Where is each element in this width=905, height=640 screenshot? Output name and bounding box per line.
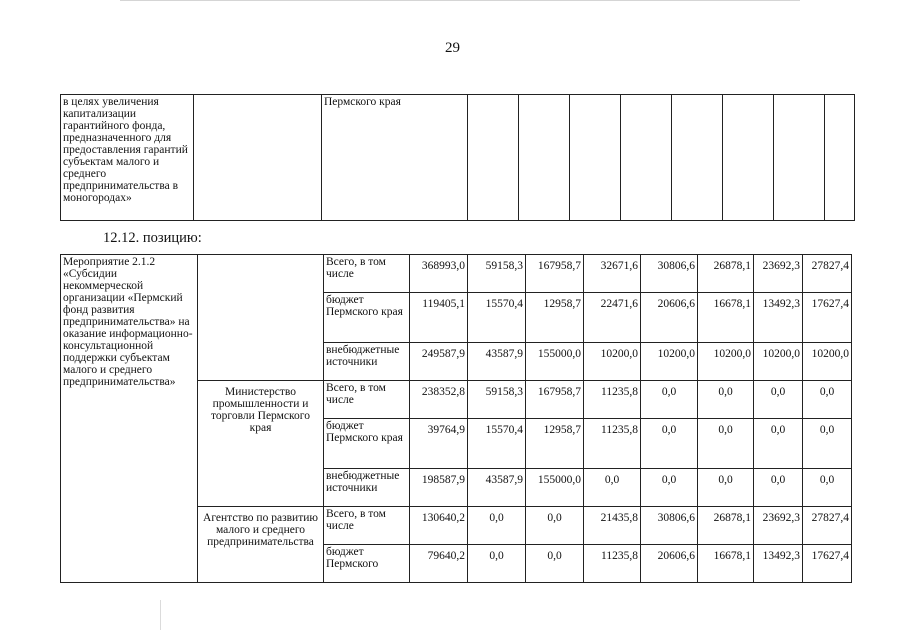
value-cell: 13492,3 bbox=[754, 293, 803, 343]
value-cell: 10200,0 bbox=[803, 343, 852, 381]
previous-row-empty-cell bbox=[570, 95, 621, 221]
value-cell: 23692,3 bbox=[754, 507, 803, 545]
previous-row-empty-cell bbox=[825, 95, 855, 221]
value-cell: 155000,0 bbox=[526, 343, 584, 381]
value-cell: 0,0 bbox=[803, 469, 852, 507]
value-cell: 0,0 bbox=[803, 419, 852, 469]
page-number: 29 bbox=[445, 40, 460, 56]
value-cell: 119405,1 bbox=[410, 293, 468, 343]
value-cell: 11235,8 bbox=[584, 545, 641, 583]
value-cell: 10200,0 bbox=[754, 343, 803, 381]
value-cell: 15570,4 bbox=[468, 419, 526, 469]
value-cell: 12958,7 bbox=[526, 293, 584, 343]
previous-table-fragment bbox=[60, 94, 855, 221]
value-cell: 22471,6 bbox=[584, 293, 641, 343]
source-cell: бюджет Пермского края bbox=[324, 419, 410, 469]
value-cell: 17627,4 bbox=[803, 293, 852, 343]
value-cell: 59158,3 bbox=[468, 381, 526, 419]
value-cell: 0,0 bbox=[641, 419, 698, 469]
value-cell: 27827,4 bbox=[803, 507, 852, 545]
previous-row-empty-cell bbox=[468, 95, 519, 221]
value-cell: 155000,0 bbox=[526, 469, 584, 507]
source-cell: бюджет Пермского bbox=[324, 545, 410, 583]
value-cell: 0,0 bbox=[698, 419, 754, 469]
value-cell: 16678,1 bbox=[698, 545, 754, 583]
value-cell: 0,0 bbox=[468, 507, 526, 545]
source-cell: бюджет Пермского края bbox=[324, 293, 410, 343]
value-cell: 15570,4 bbox=[468, 293, 526, 343]
value-cell: 23692,3 bbox=[754, 255, 803, 293]
value-cell: 21435,8 bbox=[584, 507, 641, 545]
source-cell: Всего, в том числе bbox=[324, 381, 410, 419]
section-heading: 12.12. позицию: bbox=[103, 230, 202, 246]
value-cell: 43587,9 bbox=[468, 469, 526, 507]
value-cell: 0,0 bbox=[754, 469, 803, 507]
value-cell: 167958,7 bbox=[526, 381, 584, 419]
value-cell: 39764,9 bbox=[410, 419, 468, 469]
value-cell: 10200,0 bbox=[584, 343, 641, 381]
value-cell: 20606,6 bbox=[641, 545, 698, 583]
value-cell: 26878,1 bbox=[698, 507, 754, 545]
value-cell: 43587,9 bbox=[468, 343, 526, 381]
value-cell: 198587,9 bbox=[410, 469, 468, 507]
value-cell: 20606,6 bbox=[641, 293, 698, 343]
value-cell: 12958,7 bbox=[526, 419, 584, 469]
value-cell: 0,0 bbox=[584, 469, 641, 507]
value-cell: 0,0 bbox=[698, 469, 754, 507]
value-cell: 30806,6 bbox=[641, 507, 698, 545]
scan-edge-mark bbox=[160, 600, 161, 630]
previous-row-name: в целях увеличения капитализации гарантийного фонда, предназначенного для предоставления гарантий субъектам малого и среднего предпринимательства в моногородах» bbox=[61, 95, 194, 221]
value-cell: 0,0 bbox=[526, 545, 584, 583]
value-cell: 10200,0 bbox=[698, 343, 754, 381]
previous-row-empty-cell bbox=[723, 95, 774, 221]
value-cell: 11235,8 bbox=[584, 419, 641, 469]
value-cell: 16678,1 bbox=[698, 293, 754, 343]
scan-edge-mark bbox=[120, 0, 800, 1]
value-cell: 11235,8 bbox=[584, 381, 641, 419]
value-cell: 0,0 bbox=[754, 381, 803, 419]
position-table bbox=[60, 254, 852, 583]
value-cell: 10200,0 bbox=[641, 343, 698, 381]
source-cell: внебюджетные источники bbox=[324, 343, 410, 381]
value-cell: 130640,2 bbox=[410, 507, 468, 545]
value-cell: 0,0 bbox=[641, 469, 698, 507]
source-cell: Всего, в том числе bbox=[324, 255, 410, 293]
event-name: Мероприятие 2.1.2 «Субсидии некоммерческой организации «Пермский фонд развития предпринимательства» на оказание информационно-консультационной поддержки субъектам малого и среднего предпринимательства» bbox=[61, 255, 198, 583]
value-cell: 59158,3 bbox=[468, 255, 526, 293]
previous-row-source: Пермского края bbox=[322, 95, 468, 221]
value-cell: 30806,6 bbox=[641, 255, 698, 293]
previous-row-executor bbox=[194, 95, 322, 221]
value-cell: 27827,4 bbox=[803, 255, 852, 293]
value-cell: 0,0 bbox=[803, 381, 852, 419]
previous-row-empty-cell bbox=[774, 95, 825, 221]
source-cell: внебюджетные источники bbox=[324, 469, 410, 507]
value-cell: 13492,3 bbox=[754, 545, 803, 583]
previous-row-empty-cell bbox=[519, 95, 570, 221]
value-cell: 0,0 bbox=[526, 507, 584, 545]
source-cell: Всего, в том числе bbox=[324, 507, 410, 545]
previous-table-row bbox=[61, 95, 855, 221]
value-cell: 32671,6 bbox=[584, 255, 641, 293]
value-cell: 17627,4 bbox=[803, 545, 852, 583]
value-cell: 0,0 bbox=[698, 381, 754, 419]
value-cell: 249587,9 bbox=[410, 343, 468, 381]
value-cell: 0,0 bbox=[468, 545, 526, 583]
value-cell: 79640,2 bbox=[410, 545, 468, 583]
previous-row-empty-cell bbox=[672, 95, 723, 221]
value-cell: 368993,0 bbox=[410, 255, 468, 293]
value-cell: 26878,1 bbox=[698, 255, 754, 293]
value-cell: 167958,7 bbox=[526, 255, 584, 293]
value-cell: 238352,8 bbox=[410, 381, 468, 419]
executor-name: Агентство по развитию малого и среднего предпринимательства bbox=[198, 507, 324, 583]
table-row bbox=[61, 255, 852, 293]
previous-row-empty-cell bbox=[621, 95, 672, 221]
executor-name: Министерство промышленности и торговли Пермского края bbox=[198, 381, 324, 507]
value-cell: 0,0 bbox=[641, 381, 698, 419]
value-cell: 0,0 bbox=[754, 419, 803, 469]
event-executor-empty bbox=[198, 255, 324, 381]
